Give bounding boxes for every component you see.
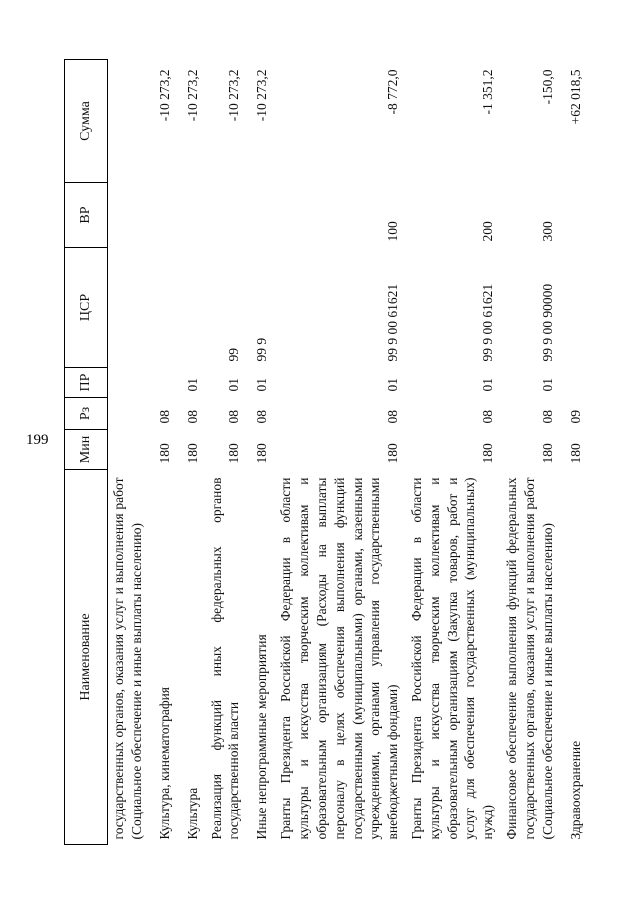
cell-vr: 200 — [480, 221, 496, 242]
cell-sum: -10 273,2 — [254, 69, 270, 122]
cell-name: Реализация функций иных федеральных органов государственной власти — [208, 477, 242, 840]
cell-min: 180 — [385, 443, 401, 464]
cell-name: Иные непрограммные мероприятия — [254, 634, 270, 840]
cell-sum: -10 273,2 — [226, 69, 242, 122]
table-row — [246, 60, 274, 845]
cell-min: 180 — [156, 443, 172, 464]
cell-vr — [108, 183, 149, 248]
cell-sum — [108, 60, 149, 183]
cell-csr: 99 9 00 90000 — [539, 283, 555, 362]
cell-rz: 08 — [385, 410, 401, 424]
cell-rz — [108, 398, 149, 430]
table-row — [177, 60, 205, 845]
table-row — [108, 60, 149, 845]
cell-min: 180 — [567, 443, 583, 464]
page-number: 199 — [26, 432, 49, 448]
cell-sum: -10 273,2 — [184, 69, 200, 122]
table-row — [559, 60, 587, 845]
cell-min: 180 — [226, 443, 242, 464]
cell-min: 180 — [184, 443, 200, 464]
cell-csr: 99 9 00 61621 — [480, 283, 496, 362]
cell-rz: 09 — [567, 410, 583, 424]
table-row — [149, 60, 177, 845]
header-min: Мин — [65, 430, 108, 470]
cell-vr — [205, 183, 247, 248]
cell-pr — [559, 368, 587, 398]
header-name: Наименование — [65, 470, 108, 845]
table-row — [405, 60, 500, 845]
cell-vr: 100 — [385, 221, 401, 242]
cell-name: Гранты Президента Российской Федерации в области культуры и искусства творческим коллективам и образовательным организациям (Расходы на выплаты персоналу в целях обеспечения выполнения функций государственными (муниципальными) органами, казенными учреждениями, органами управления государственными внебюджетными фондами) — [278, 477, 401, 840]
cell-pr: 01 — [184, 378, 200, 392]
cell-min: 180 — [480, 443, 496, 464]
cell-sum: -10 273,2 — [156, 69, 172, 122]
cell-pr: 01 — [385, 378, 401, 392]
cell-sum: -8 772,0 — [385, 69, 401, 115]
cell-sum: -1 351,2 — [480, 69, 496, 115]
table-header-row — [65, 60, 108, 845]
cell-vr — [559, 183, 587, 248]
budget-table-sheet — [64, 60, 614, 845]
header-vr: ВР — [65, 183, 108, 248]
cell-rz: 08 — [184, 410, 200, 424]
cell-pr: 01 — [539, 378, 555, 392]
cell-name: Культура, кинематография — [156, 686, 172, 840]
cell-name: государственных органов, оказания услуг и выполнения работ (Социальное обеспечение и иные выплаты населению) — [111, 477, 144, 840]
header-sum: Сумма — [65, 60, 108, 183]
cell-pr: 01 — [226, 378, 242, 392]
cell-vr — [246, 183, 274, 248]
cell-csr: 99 9 00 61621 — [385, 283, 401, 362]
cell-vr — [149, 183, 177, 248]
cell-name: Культура — [184, 787, 200, 840]
header-csr: ЦСР — [65, 248, 108, 368]
cell-name: Гранты Президента Российской Федерации в области культуры и искусства творческим коллективам и образовательным организациям (Закупка товаров, работ и услуг для обеспечения государственных (муниципальных) нужд) — [408, 477, 496, 840]
cell-rz: 08 — [156, 410, 172, 424]
cell-name: Здравоохранение — [567, 740, 583, 840]
table-row — [205, 60, 247, 845]
cell-csr: 99 9 — [254, 337, 270, 362]
cell-csr — [149, 248, 177, 368]
cell-pr — [149, 368, 177, 398]
cell-name: Финансовое обеспечение выполнения функций федеральных государственных органов, оказания услуг и выполнения работ (Социальное обеспечение и иные выплаты населению) — [504, 477, 555, 840]
cell-min: 180 — [539, 443, 555, 464]
cell-rz: 08 — [539, 410, 555, 424]
header-rz: Рз — [65, 398, 108, 430]
cell-sum: -150,0 — [539, 69, 555, 105]
cell-vr: 300 — [539, 221, 555, 242]
table-row — [274, 60, 405, 845]
cell-rz: 08 — [254, 410, 270, 424]
cell-min — [108, 430, 149, 470]
cell-csr: 99 — [226, 348, 242, 362]
cell-sum: +62 018,5 — [567, 69, 583, 125]
cell-csr — [108, 248, 149, 368]
cell-vr — [177, 183, 205, 248]
cell-pr: 01 — [254, 378, 270, 392]
cell-csr — [559, 248, 587, 368]
cell-csr — [177, 248, 205, 368]
cell-pr — [108, 368, 149, 398]
cell-rz: 08 — [480, 410, 496, 424]
table-row — [500, 60, 559, 845]
cell-min: 180 — [254, 443, 270, 464]
cell-pr: 01 — [480, 378, 496, 392]
header-pr: ПР — [65, 368, 108, 398]
budget-table — [64, 59, 587, 845]
cell-rz: 08 — [226, 410, 242, 424]
